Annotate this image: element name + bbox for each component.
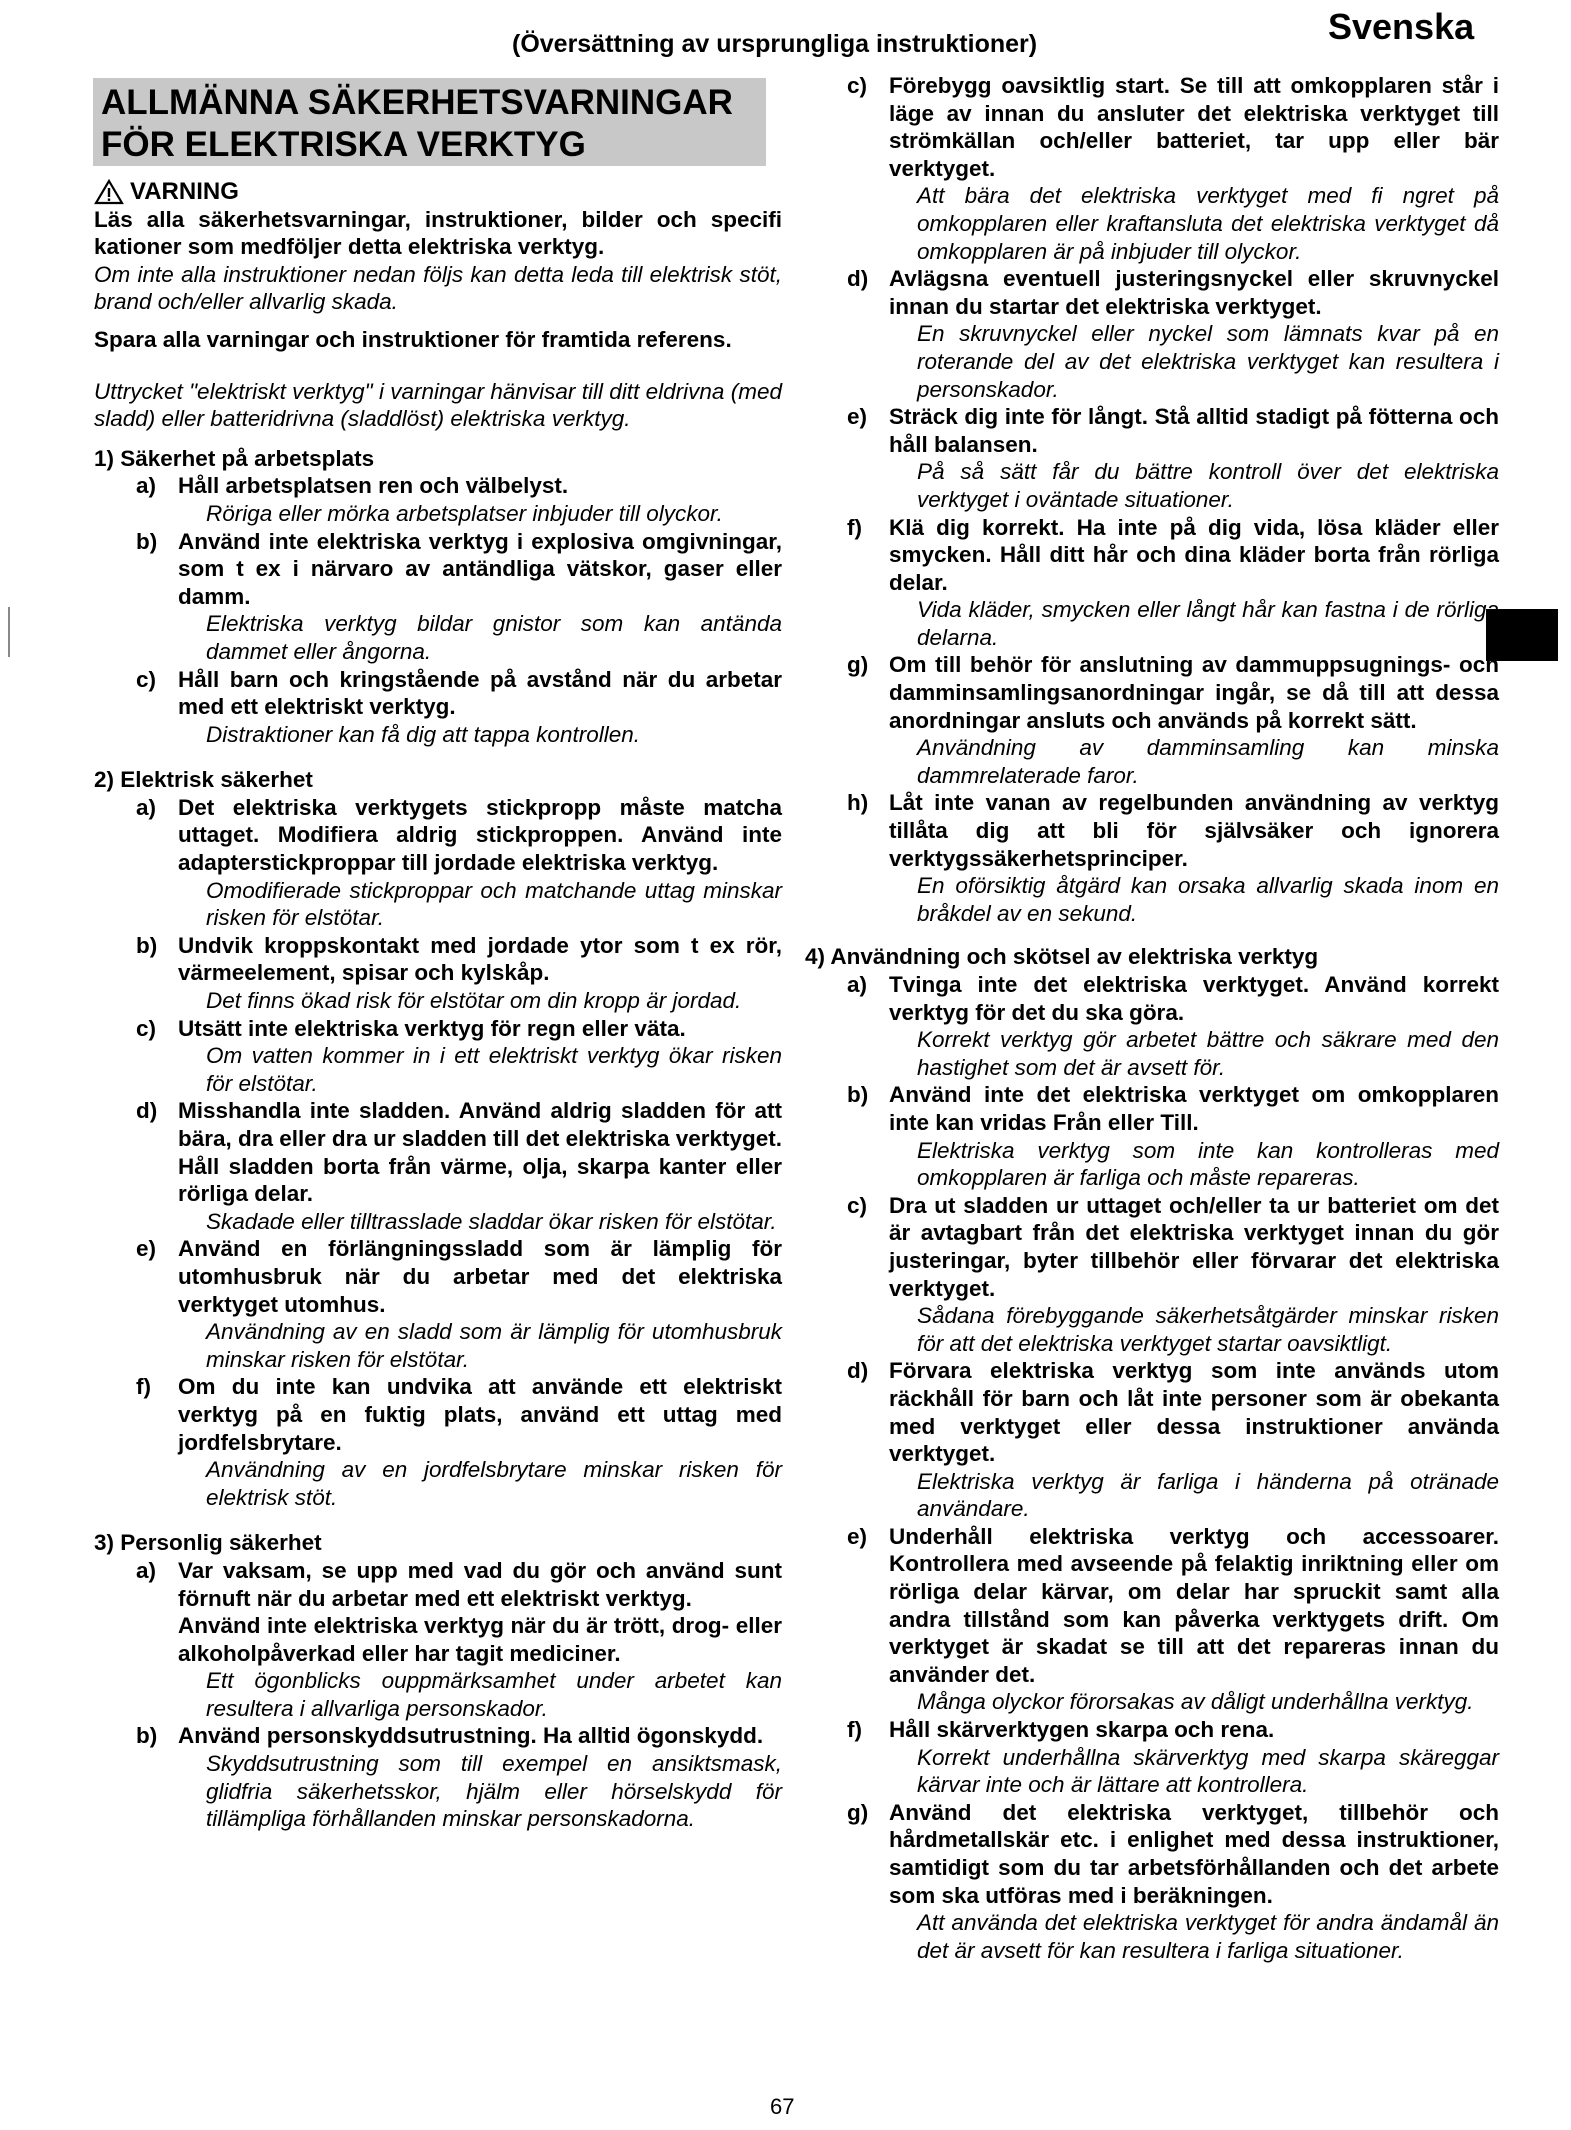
page-title <box>93 78 766 166</box>
page-number: 67 <box>770 2094 795 2119</box>
list-item-note: Många olyckor förorsakas av dåligt underhållna verktyg. <box>917 1689 1474 1715</box>
list-item: a) Var vaksam, se upp med vad du gör och använd sunt förnuft när du arbetar med ett elektriskt verktyg. <box>136 1557 782 1611</box>
list-item: f) Håll skärverktygen skarpa och rena. <box>847 1717 1275 1743</box>
list-item: c) Utsätt inte elektriska verktyg för regn eller väta. <box>136 1015 686 1041</box>
list-item: c) Håll barn och kringstående på avstånd när du arbetar med ett elektriskt verktyg. <box>136 666 782 720</box>
section-2-title: 2) Elektrisk säkerhet <box>94 767 313 793</box>
left-column <box>94 178 782 1833</box>
list-item-note: En oförsiktig åtgärd kan orsaka allvarlig skada inom en bråkdel av en sekund. <box>917 873 1499 926</box>
list-item-note: Distraktioner kan få dig att tappa kontrollen. <box>206 721 640 747</box>
list-item-extra: Använd inte elektriska verktyg när du är trött, drog- eller alkoholpåverkad eller har tagit mediciner. <box>178 1613 782 1666</box>
section-3-title: 3) Personlig säkerhet <box>94 1530 322 1556</box>
list-item: e) Underhåll elektriska verktyg och accessoarer. Kontrollera med avseende på felaktig inriktning eller om rörliga delar kärvar, om delar har spruckit samt alla andra tillstånd som kan påverka verktygets drift. Om verktyget är skadat se till att det repareras innan du använder det. <box>847 1523 1499 1687</box>
warning-bold-text: Läs alla säkerhetsvarningar, instruktioner, bilder och specifi kationer som medföljer detta elektriska verktyg. <box>94 206 782 260</box>
list-item-note: Användning av en jordfelsbrytare minskar risken för elektrisk stöt. <box>206 1457 782 1510</box>
header-subtitle: (Översättning av ursprungliga instruktioner) <box>512 30 1038 58</box>
margin-mark <box>8 607 10 657</box>
list-item-note: Elektriska verktyg är farliga i händerna på otränade användare. <box>917 1468 1499 1522</box>
list-item-note: Ett ögonblicks ouppmärksamhet under arbetet kan resultera i allvarliga personskador. <box>206 1668 782 1721</box>
list-item: g) Om till behör för anslutning av dammuppsugnings- och damminsamlingsanordningar ingår, se då till att dessa anordningar ansluts och används på korrekt sätt. <box>847 652 1499 733</box>
warning-triangle-icon <box>94 179 124 205</box>
list-item: a) Håll arbetsplatsen ren och välbelyst. <box>136 473 569 499</box>
list-item-note: Röriga eller mörka arbetsplatser inbjuder till olyckor. <box>206 500 723 526</box>
list-item-note: På så sätt får du bättre kontroll över det elektriska verktyget i oväntade situationer. <box>917 459 1499 512</box>
title-line-1: ALLMÄNNA SÄKERHETSVARNINGAR <box>101 83 733 122</box>
list-item-note: Skadade eller tilltrasslade sladdar ökar risken för elstötar. <box>206 1208 777 1234</box>
title-line-2: FÖR ELEKTRISKA VERKTYG <box>101 125 586 164</box>
list-item-note: Korrekt verktyg gör arbetet bättre och säkrare med den hastighet som det är avsett för. <box>917 1027 1499 1080</box>
right-column <box>805 72 1499 1964</box>
list-item: b) Använd inte det elektriska verktyget om omkopplaren inte kan vridas Från eller Till. <box>847 1082 1499 1135</box>
list-item-note: Användning av en sladd som är lämplig för utomhusbruk minskar risken för elstötar. <box>206 1319 782 1372</box>
list-item: d) Misshandla inte sladden. Använd aldrig sladden för att bära, dra eller dra ur sladden till det elektriska verktyget. <box>136 1098 783 1151</box>
list-item-note: Elektriska verktyg som inte kan kontrolleras med omkopplaren är farliga och måste repareras. <box>917 1137 1499 1191</box>
list-item-note: Elektriska verktyg bildar gnistor som kan antända dammet eller ångorna. <box>206 611 782 664</box>
warning-italic-text: Om inte alla instruktioner nedan följs kan detta leda till elektrisk stöt, brand och/eller allvarlig skada. <box>94 261 782 315</box>
save-instructions-text: Spara alla varningar och instruktioner för framtida referens. <box>94 326 732 352</box>
list-item-note: Vida kläder, smycken eller långt hår kan fastna i de rörliga delarna. <box>917 597 1499 650</box>
list-item: b) Undvik kroppskontakt med jordade ytor som t ex rör, värmeelement, spisar och kylskåp. <box>136 932 782 986</box>
list-item: a) Det elektriska verktygets stickpropp måste matcha uttaget. Modifiera aldrig stickproppen. Använd inte adapterstickproppar till jordade elektriska verktyg. <box>136 794 782 876</box>
list-item: f) Klä dig korrekt. Ha inte på dig vida, lösa kläder eller smycken. Håll ditt hår och dina kläder borta från rörliga delar. <box>847 514 1499 595</box>
term-definition-text: Uttrycket "elektriskt verktyg" i varningar hänvisar till ditt eldrivna (med sladd) eller batteridrivna (sladdlöst) elektriska verktyg. <box>94 378 782 432</box>
list-item: e) Sträck dig inte för långt. Stå alltid stadigt på fötterna och håll balansen. <box>847 404 1499 457</box>
list-item: b) Använd inte elektriska verktyg i explosiva omgivningar, som t ex i närvaro av antändliga vätskor, gaser eller damm. <box>136 528 782 609</box>
list-item: h) Låt inte vanan av regelbunden användning av verktyg tillåta dig att bli för självsäker och ignorera verktygssäkerhetsprinciper. <box>847 790 1499 871</box>
section-1-title: 1) Säkerhet på arbetsplats <box>94 445 375 471</box>
list-item-note: Omodifierade stickproppar och matchande uttag minskar risken för elstötar. <box>206 877 782 931</box>
list-item-note: Att bära det elektriska verktyget med fi ngret på omkopplaren eller kraftansluta det elektriska verktyget då omkopplaren är på inbjuder till olyckor. <box>917 183 1499 264</box>
section-4-title: 4) Användning och skötsel av elektriska verktyg <box>805 944 1319 970</box>
list-item-extra: Håll sladden borta från värme, olja, skarpa kanter eller rörliga delar. <box>178 1153 782 1207</box>
list-item-note: Det finns ökad risk för elstötar om din kropp är jordad. <box>206 988 742 1014</box>
list-item: c) Förebygg oavsiktlig start. Se till att omkopplaren står i läge av innan du ansluter det elektriska verktyget till strömkällan och/eller batteriet, tar upp eller bär verktyget. <box>847 73 1499 181</box>
list-item: g) Använd det elektriska verktyget, tillbehör och hårdmetallskär etc. i enlighet med dessa instruktioner, samtidigt som du tar arbetsförhållanden och det arbete som ska utföras med i beräkningen. <box>847 1799 1499 1908</box>
warning-heading <box>94 178 782 206</box>
warning-label: VARNING <box>130 178 239 205</box>
header-language: Svenska <box>1328 6 1475 47</box>
list-item-note: En skruvnyckel eller nyckel som lämnats kvar på en roterande del av det elektriska verktyget kan resultera i personskador. <box>917 321 1499 402</box>
list-item-note: Korrekt underhållna skärverktyg med skarpa skäreggar kärvar inte och är lättare att kontrollera. <box>917 1744 1499 1798</box>
list-item: d) Förvara elektriska verktyg som inte används utom räckhåll för barn och låt inte personer som är obekanta med verktyget eller dessa instruktioner använda verktyget. <box>847 1358 1499 1467</box>
list-item: d) Avlägsna eventuell justeringsnyckel eller skruvnyckel innan du startar det elektriska verktyget. <box>847 266 1499 319</box>
list-item: f) Om du inte kan undvika att använde ett elektriskt verktyg på en fuktig plats, använd ett uttag med jordfelsbrytare. <box>136 1374 782 1455</box>
list-item-note: Om vatten kommer in i ett elektriskt verktyg ökar risken för elstötar. <box>206 1043 782 1096</box>
list-item: a) Tvinga inte det elektriska verktyget. Använd korrekt verktyg för det du ska göra. <box>847 972 1499 1025</box>
list-item-note: Skyddsutrustning som till exempel en ansiktsmask, glidfria säkerhetsskor, hjälm eller hörselskydd för tillämpliga förhållanden minskar personskadorna. <box>206 1751 782 1832</box>
list-item-note: Användning av damminsamling kan minska dammrelaterade faror. <box>917 735 1499 788</box>
list-item: b) Använd personskyddsutrustning. Ha alltid ögonskydd. <box>136 1723 764 1749</box>
list-item: e) Använd en förlängningssladd som är lämplig för utomhusbruk när du arbetar med det elektriska verktyget utomhus. <box>136 1236 782 1317</box>
list-item: c) Dra ut sladden ur uttaget och/eller ta ur batteriet om det är avtagbart från det elektriska verktyget innan du gör justeringar, byter tillbehör eller förvarar det elektriska verktyget. <box>847 1192 1499 1301</box>
list-item-note: Att använda det elektriska verktyget för andra ändamål än det är avsett för kan resultera i farliga situationer. <box>917 1910 1499 1963</box>
list-item-note: Sådana förebyggande säkerhetsåtgärder minskar risken för att det elektriska verktyget startar oavsiktligt. <box>917 1303 1499 1356</box>
